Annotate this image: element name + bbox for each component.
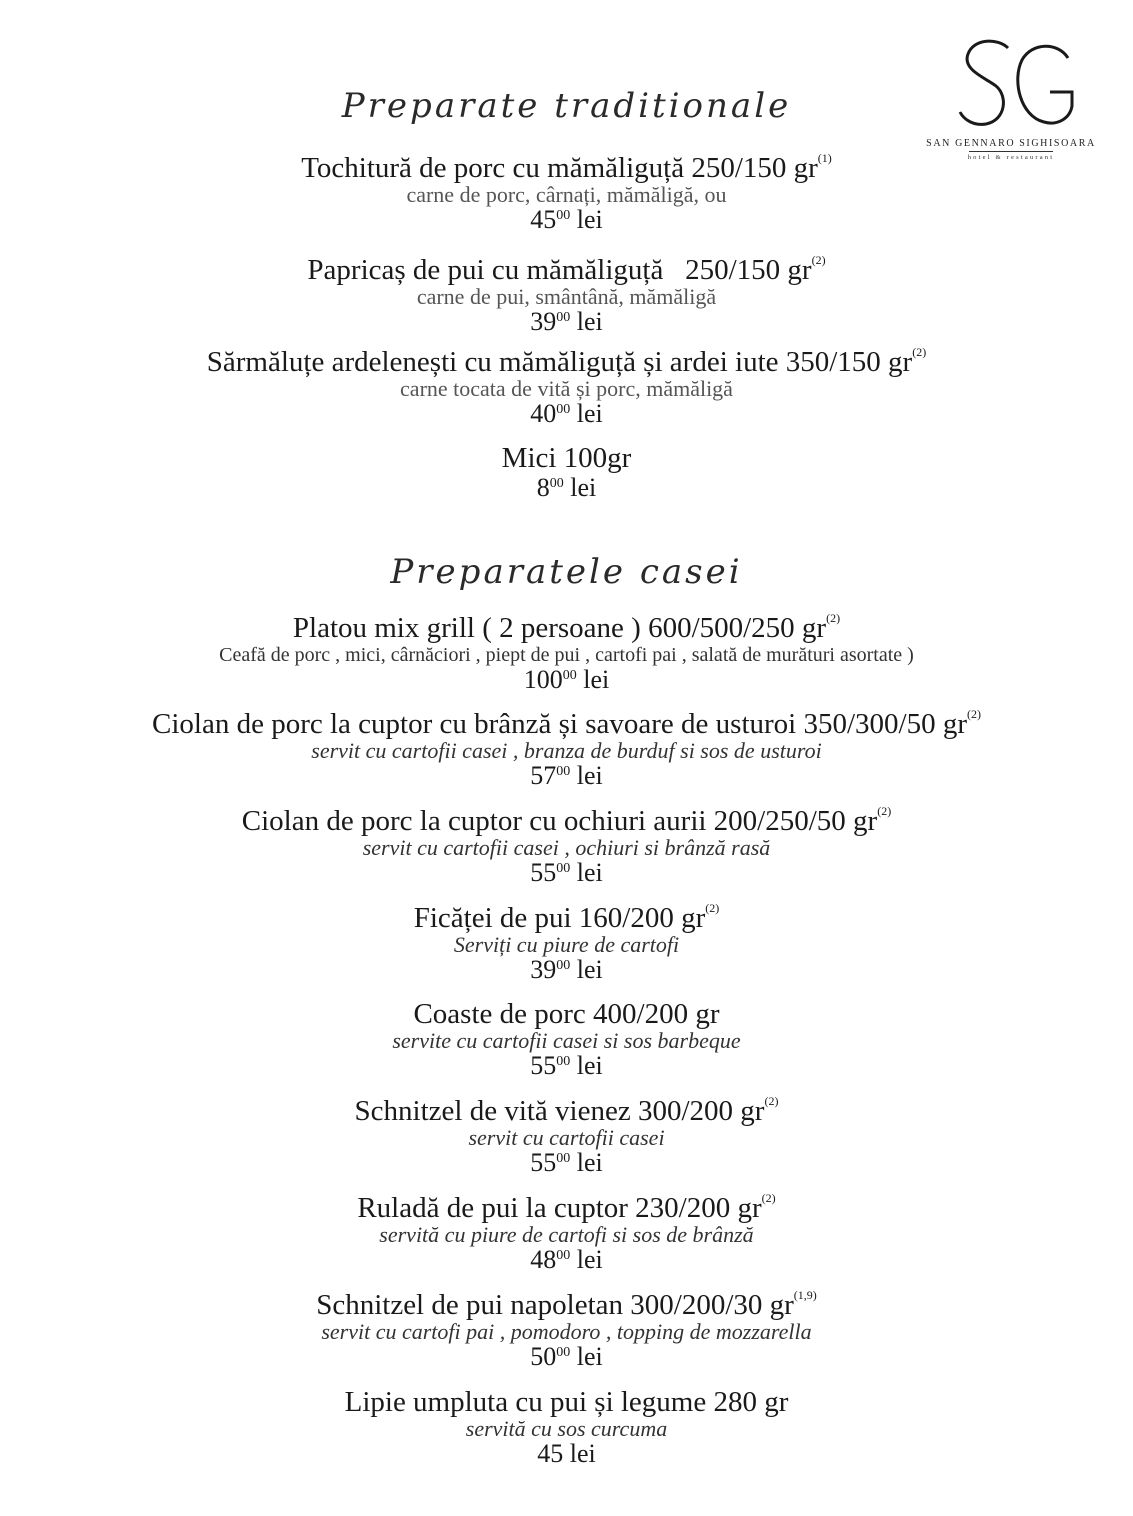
item-description: carne de pui, smântână, mămăligă — [416, 284, 717, 309]
allergen-note: (2) — [877, 804, 892, 818]
allergen-note: (1,9) — [793, 1288, 817, 1302]
menu-item — [0, 346, 1133, 428]
item-description: servite cu cartofii casei si sos barbeque — [392, 1028, 741, 1053]
item-description: servit cu cartofii casei , branza de burduf si sos de usturoi — [311, 738, 822, 763]
item-price: $55^{00}$ lei — [530, 1148, 603, 1177]
item-name: Platou mix grill ( 2 persoane ) 600/500/250 $gr^{(2)}$ — [292, 611, 841, 644]
item-name: Sărmăluțe ardelenești cu mămăliguță și ardei iute 350/150 $gr^{(2)}$ — [206, 345, 927, 378]
item-name: Schnitzel de vită vienez 300/200 $gr^{(2)}$ — [354, 1094, 779, 1127]
allergen-note: (2) — [826, 611, 841, 625]
item-price: $39^{00}$ lei — [530, 955, 603, 984]
item-description: Serviți cu piure de cartofi — [453, 932, 680, 957]
item-description: carne de porc, cârnați, mămăligă, ou — [406, 182, 727, 207]
item-name: Ruladă de pui la cuptor 230/200 $gr^{(2)}$ — [357, 1191, 776, 1224]
allergen-note: (1) — [817, 151, 832, 165]
menu-item — [0, 998, 1133, 1080]
menu-item — [0, 708, 1133, 790]
allergen-note: (2) — [967, 707, 981, 721]
menu-item — [0, 1192, 1133, 1274]
menu-item — [0, 1386, 1133, 1468]
item-price: $45^{00}$ lei — [530, 205, 603, 234]
allergen-note: (2) — [811, 253, 826, 267]
item-description: servit cu cartofi pai , pomodoro , topping de mozzarella — [321, 1319, 812, 1344]
menu-item — [0, 254, 1133, 336]
menu-item — [0, 805, 1133, 887]
menu-item — [0, 612, 1133, 694]
item-price: $8^{00}$ lei — [536, 473, 597, 502]
item-name: Papricaș de pui cu mămăliguță 250/150 $gr^{(2)}$ — [307, 253, 826, 286]
item-name: Schnitzel de pui napoletan 300/200/30 gr$^{(1,9)}$ — [316, 1288, 817, 1321]
item-description: servit cu cartofii casei — [468, 1125, 665, 1150]
item-name: Ficăței de pui 160/200 $gr^{(2)}$ — [413, 901, 720, 934]
menu-item — [0, 442, 1133, 502]
allergen-note: (2) — [764, 1094, 779, 1108]
allergen-note: (2) — [912, 345, 927, 359]
item-description: carne tocata de vită și porc, mămăligă — [400, 376, 733, 401]
item-price: $48^{00}$ lei — [530, 1245, 603, 1274]
item-price: $50^{00}$ lei — [530, 1342, 603, 1371]
allergen-note: (2) — [705, 901, 720, 915]
item-name: Lipie umpluta cu pui și legume 280 gr — [344, 1386, 789, 1418]
allergen-note: (2) — [761, 1191, 776, 1205]
item-price: $57^{00}$ lei — [530, 761, 603, 790]
menu-item — [0, 1289, 1133, 1371]
item-description: servit cu cartofii casei , ochiuri si brânză rasă — [362, 835, 771, 860]
item-price: $40^{00}$ lei — [530, 399, 603, 428]
item-price: 45 lei — [537, 1439, 596, 1468]
logo-brand-name: SAN GENNARO SIGHISOARA — [926, 138, 1096, 149]
section-title-traditional: Preparate traditionale — [341, 86, 792, 126]
menu-item — [0, 902, 1133, 984]
item-name: Ciolan de porc la cuptor cu ochiuri aurii 200/250/50 $gr^{(2)}$ — [241, 804, 892, 837]
item-name: Coaste de porc 400/200 gr — [413, 998, 720, 1030]
menu-item — [0, 1095, 1133, 1177]
item-description: servită cu sos curcuma — [465, 1416, 668, 1441]
item-price: $39^{00}$ lei — [530, 307, 603, 336]
logo-subtitle: hotel & restaurant — [967, 154, 1055, 161]
item-price: $55^{00}$ lei — [530, 858, 603, 887]
item-description: Ceafă de porc , mici, cârnăciori , piept de pui , cartofi pai , salată de murături asortate ) — [219, 644, 914, 666]
item-price: $55^{00}$ lei — [530, 1051, 603, 1080]
item-price: $100^{00}$ lei — [523, 665, 610, 694]
item-name: Tochitură de porc cu mămăliguță 250/150 $gr^{(1)}$ — [301, 151, 832, 184]
item-description: servită cu piure de cartofi si sos de brânză — [379, 1222, 754, 1247]
item-name: Ciolan de porc la cuptor cu brânză și savoare de usturoi 350/300/50 $gr^{(2)}$ — [152, 707, 981, 740]
section-title-house: Preparatele casei — [390, 552, 743, 592]
item-name: Mici 100gr — [501, 442, 632, 474]
menu-item — [0, 152, 1133, 234]
